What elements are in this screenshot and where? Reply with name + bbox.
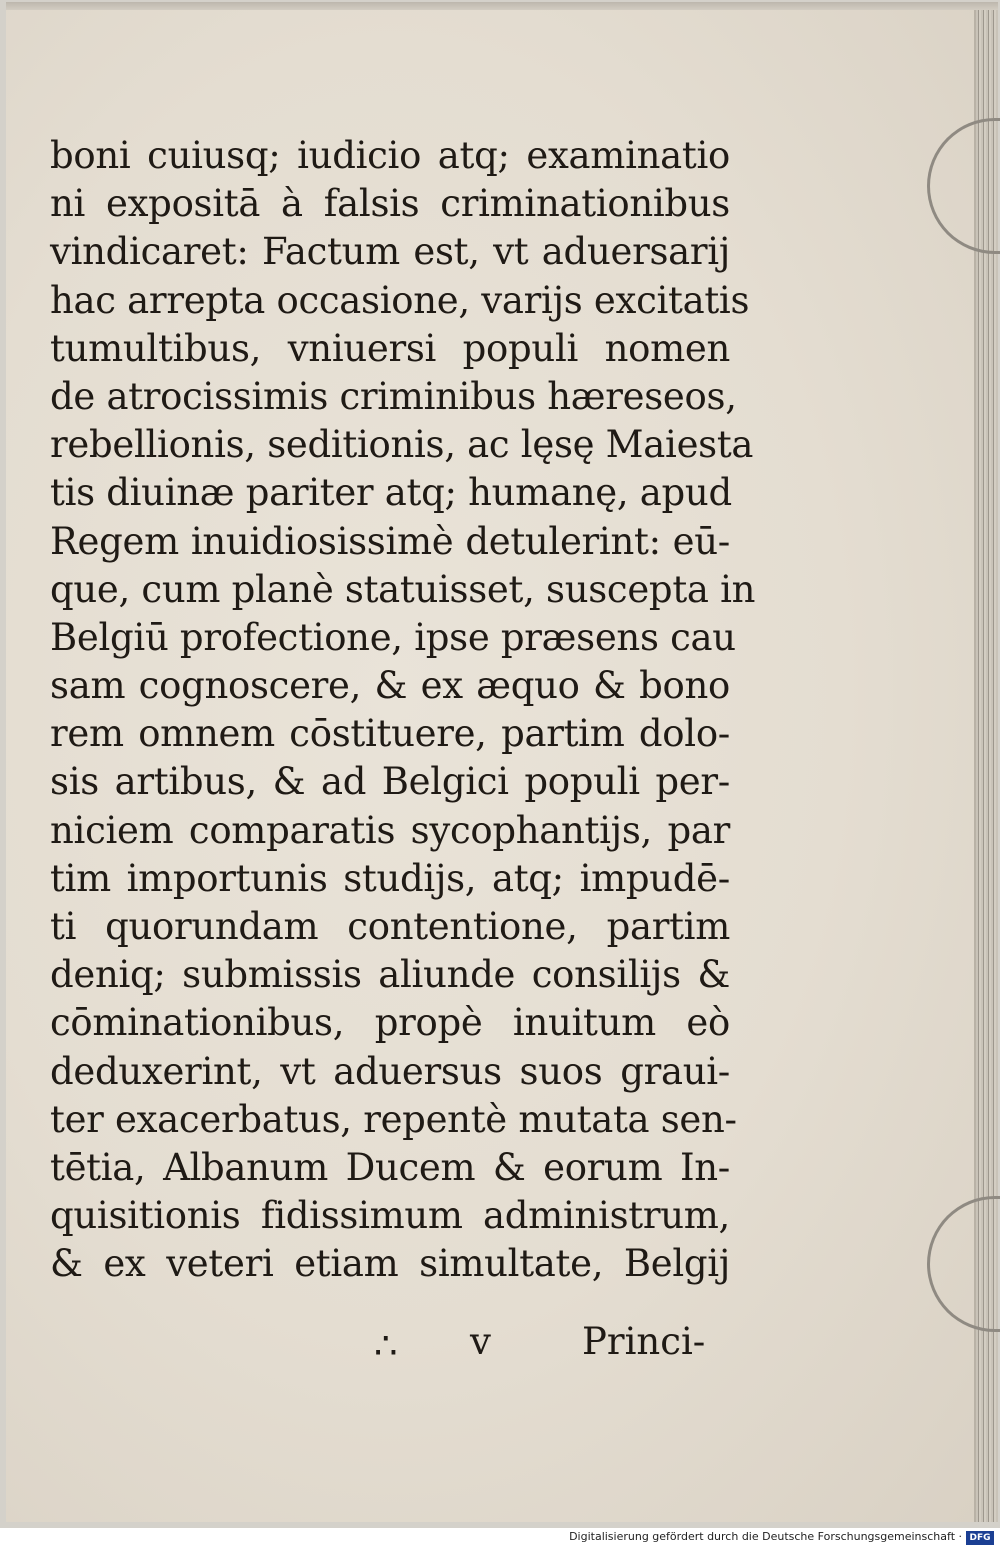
text-line: que, cum planè statuisset, suscepta in — [50, 567, 756, 611]
text-line: ter exacerbatus, repentè mutata sen- — [50, 1097, 737, 1141]
text-line: tētia, Albanum Ducem & eorum In- — [50, 1145, 730, 1189]
text-line: ti quorundam contentione, partim — [50, 905, 730, 948]
footer-strip — [0, 1528, 1000, 1548]
text-line: niciem comparatis sycophantijs, par — [50, 808, 730, 852]
catchword: Princi- — [582, 1320, 706, 1363]
text-line: rebellionis, seditionis, ac lęsę Maiesta — [50, 423, 754, 467]
signature-mark: v — [470, 1320, 491, 1363]
text-line: deniq; submissis aliunde consilijs & — [50, 953, 730, 997]
text-line: tumultibus, vniuersi populi nomen — [50, 326, 730, 370]
text-line: quisitionis fidissimum administrum, — [50, 1194, 730, 1238]
text-line: vindicaret: Factum est, vt aduersarij — [50, 230, 730, 274]
dfg-logo: DFG — [966, 1531, 994, 1545]
body-text — [50, 132, 756, 1289]
text-line: de atrocissimis criminibus hæreseos, — [50, 374, 737, 418]
funding-credit: Digitalisierung gefördert durch die Deutsche Forschungsgemeinschaft · — [569, 1530, 962, 1543]
text-line: cōminationibus, propè inuitum eò — [50, 1001, 730, 1045]
text-line: deduxerint, vt aduersus suos graui- — [50, 1049, 730, 1093]
text-line: hac arrepta occasione, varijs excitatis — [50, 278, 750, 322]
text-line: tim importunis studijs, atq; impudē- — [50, 856, 730, 900]
text-line: ni expositā à falsis criminationibus — [50, 182, 730, 226]
text-line: & ex veteri etiam simultate, Belgij — [50, 1242, 730, 1286]
text-line: sam cognoscere, & ex æquo & bono — [50, 664, 730, 708]
signature-dots: ∴ — [374, 1324, 398, 1367]
text-line: sis artibus, & ad Belgici populi per- — [50, 760, 730, 804]
text-line: boni cuiusq; iudicio atq; examinatio — [50, 134, 730, 177]
text-line: Regem inuidiosissimè detulerint: eū- — [50, 519, 730, 563]
text-line: rem omnem cōstituere, partim dolo- — [50, 712, 730, 756]
text-line: Belgiū profectione, ipse præsens cau — [50, 615, 736, 659]
text-line: tis diuinæ pariter atq; humanę, apud — [50, 471, 732, 515]
